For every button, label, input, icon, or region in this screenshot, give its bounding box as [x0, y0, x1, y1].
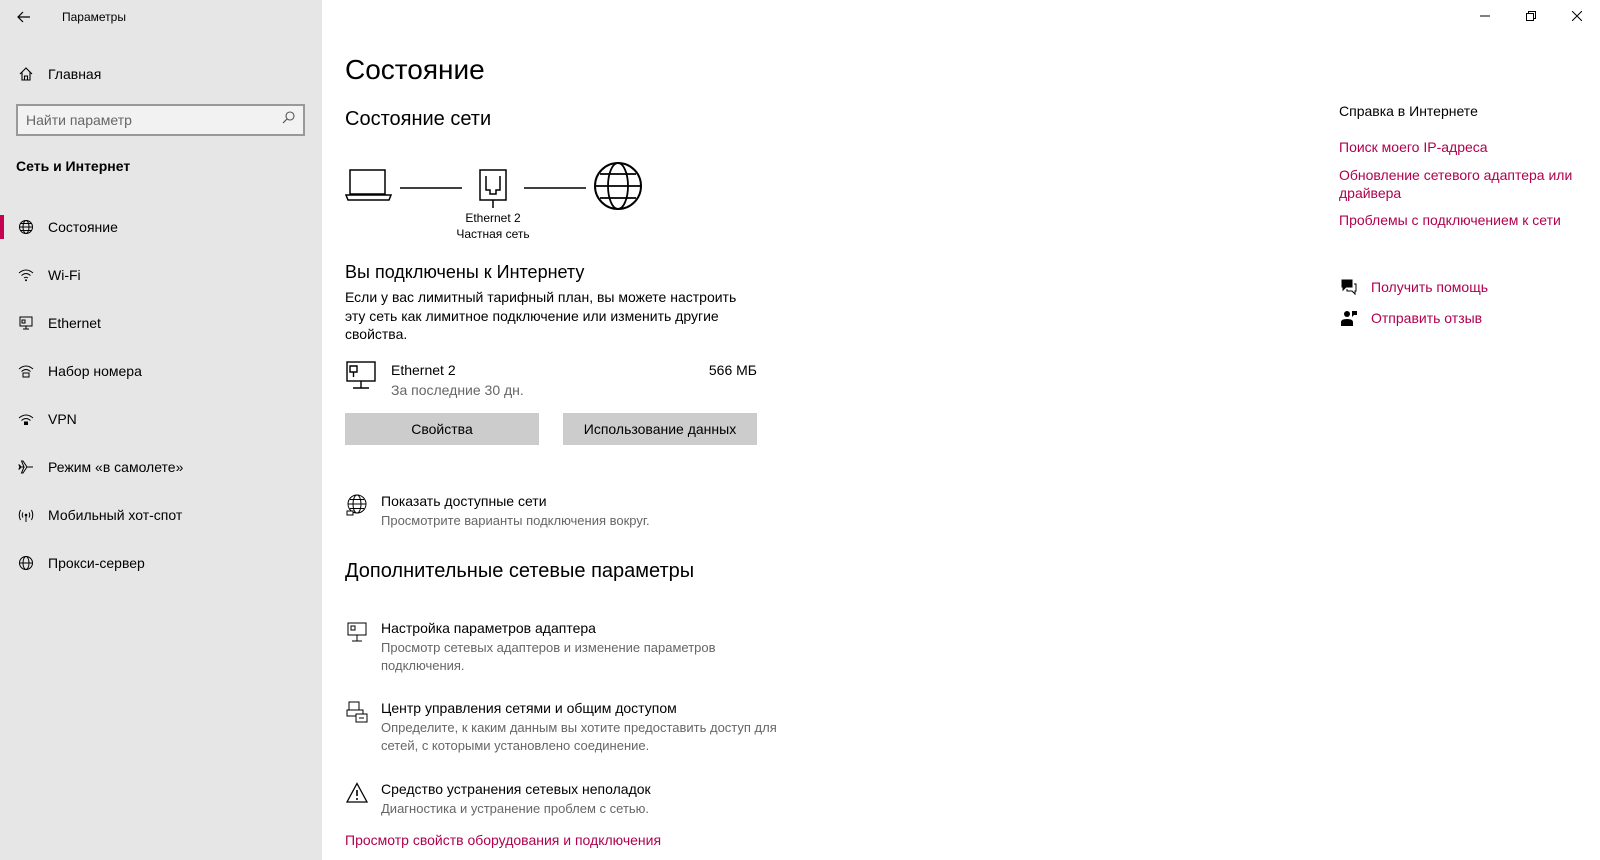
sidebar-item-airplane[interactable] [0, 443, 322, 491]
section-title: Сеть и Интернет [16, 158, 131, 174]
internet-globe-icon [595, 163, 641, 209]
find-ip-link[interactable]: Поиск моего IP-адреса [1339, 139, 1488, 155]
properties-button[interactable]: Свойства [345, 413, 539, 445]
laptop-icon [346, 170, 391, 200]
sidebar-item-hotspot[interactable] [0, 491, 322, 539]
minimize-icon [1480, 11, 1490, 21]
sidebar-item-label: Режим «в самолете» [48, 459, 184, 475]
network-status-heading: Состояние сети [345, 108, 492, 130]
sidebar-item-wifi[interactable] [0, 251, 322, 299]
sharing-center-title[interactable]: Центр управления сетями и общим доступом [381, 700, 677, 716]
wifi-icon [16, 265, 36, 285]
show-networks-item[interactable] [345, 493, 785, 533]
adapter-name: Ethernet 2 [391, 362, 456, 378]
sidebar-item-label: Состояние [48, 219, 118, 235]
title-bar [0, 0, 322, 34]
home-label: Главная [48, 66, 102, 82]
connected-description: Если у вас лимитный тарифный план, вы можете настроить эту сеть как лимитное подключение или изменить другие свойства. [345, 289, 737, 342]
sharing-center-subtitle: Определите, к каким данным вы хотите предоставить доступ для сетей, с которыми установлено соединение. [381, 720, 777, 753]
adapter-usage: 566 МБ [708, 362, 757, 378]
show-networks-title[interactable]: Показать доступные сети [381, 493, 547, 509]
home-icon [16, 64, 36, 84]
get-help-link[interactable]: Получить помощь [1371, 279, 1489, 295]
sidebar-item-label: Ethernet [48, 315, 101, 331]
connection-problems-link[interactable]: Проблемы с подключением к сети [1339, 212, 1561, 228]
adapter-settings-subtitle: Просмотр сетевых адаптеров и изменение параметров подключения. [381, 640, 716, 673]
sidebar-item-label: Мобильный хот-спот [48, 507, 183, 523]
vpn-icon [16, 409, 36, 429]
advanced-heading: Дополнительные сетевые параметры [345, 560, 695, 582]
diagram-adapter-name: Ethernet 2 [465, 211, 521, 225]
sidebar-item-ethernet[interactable] [0, 299, 322, 347]
sidebar-item-dialup[interactable] [0, 347, 322, 395]
troubleshooter-title[interactable]: Средство устранения сетевых неполадок [381, 781, 651, 797]
diagram-network-type: Частная сеть [456, 227, 530, 241]
window-controls [1462, 0, 1600, 32]
adapter-period: За последние 30 дн. [391, 382, 524, 398]
sidebar-item-label: Набор номера [48, 363, 142, 379]
globe-network-icon [345, 493, 369, 517]
update-adapter-link[interactable]: Обновление сетевого адаптера или драйвера [1339, 167, 1573, 201]
troubleshooter-subtitle: Диагностика и устранение проблем с сетью. [381, 801, 650, 816]
search-icon[interactable] [282, 111, 295, 129]
page-title: Состояние [345, 54, 485, 85]
send-feedback-link[interactable]: Отправить отзыв [1371, 310, 1483, 326]
close-icon [1572, 11, 1582, 21]
search-input[interactable] [26, 112, 282, 128]
dialup-icon [16, 361, 36, 381]
search-box[interactable] [16, 104, 305, 136]
app-title: Параметры [62, 10, 126, 24]
sidebar-item-label: Wi-Fi [48, 267, 81, 283]
back-arrow-icon [17, 11, 31, 23]
airplane-icon [16, 457, 36, 477]
globe-icon [16, 553, 36, 573]
hotspot-icon [16, 505, 36, 525]
sidebar-item-label: Прокси-сервер [48, 555, 145, 571]
network-diagram [345, 162, 645, 244]
sidebar-item-vpn[interactable] [0, 395, 322, 443]
sidebar-home[interactable] [0, 56, 322, 92]
warning-icon [345, 781, 369, 805]
minimize-button[interactable] [1462, 0, 1508, 32]
adapter-usage-row [345, 360, 757, 400]
restore-button[interactable] [1508, 0, 1554, 32]
adapter-settings-icon [345, 620, 369, 644]
restore-icon [1526, 11, 1536, 21]
data-usage-button[interactable]: Использование данных [563, 413, 757, 445]
ethernet-port-icon [480, 170, 506, 208]
show-networks-subtitle: Просмотрите варианты подключения вокруг. [381, 513, 650, 528]
sidebar-item-proxy[interactable] [0, 539, 322, 587]
sidebar [0, 0, 322, 860]
sharing-center-item[interactable] [345, 700, 785, 756]
get-help-item[interactable] [1339, 277, 1488, 297]
globe-status-icon [16, 217, 36, 237]
connected-heading: Вы подключены к Интернету [345, 262, 585, 282]
network-diagram-graphic [345, 162, 645, 212]
close-button[interactable] [1554, 0, 1600, 32]
sharing-center-icon [345, 700, 369, 724]
troubleshooter-item[interactable] [345, 781, 785, 821]
sidebar-nav [0, 203, 322, 587]
chat-help-icon [1339, 277, 1359, 297]
sidebar-item-label: VPN [48, 411, 77, 427]
sidebar-item-status[interactable] [0, 203, 322, 251]
adapter-settings-item[interactable] [345, 620, 785, 676]
back-button[interactable] [0, 1, 48, 33]
ethernet-icon [16, 313, 36, 333]
feedback-icon [1339, 308, 1359, 328]
help-heading: Справка в Интернете [1339, 103, 1478, 119]
hardware-properties-link[interactable]: Просмотр свойств оборудования и подключения [345, 832, 662, 848]
adapter-icon [345, 360, 379, 395]
send-feedback-item[interactable] [1339, 308, 1482, 328]
adapter-settings-title[interactable]: Настройка параметров адаптера [381, 620, 596, 636]
